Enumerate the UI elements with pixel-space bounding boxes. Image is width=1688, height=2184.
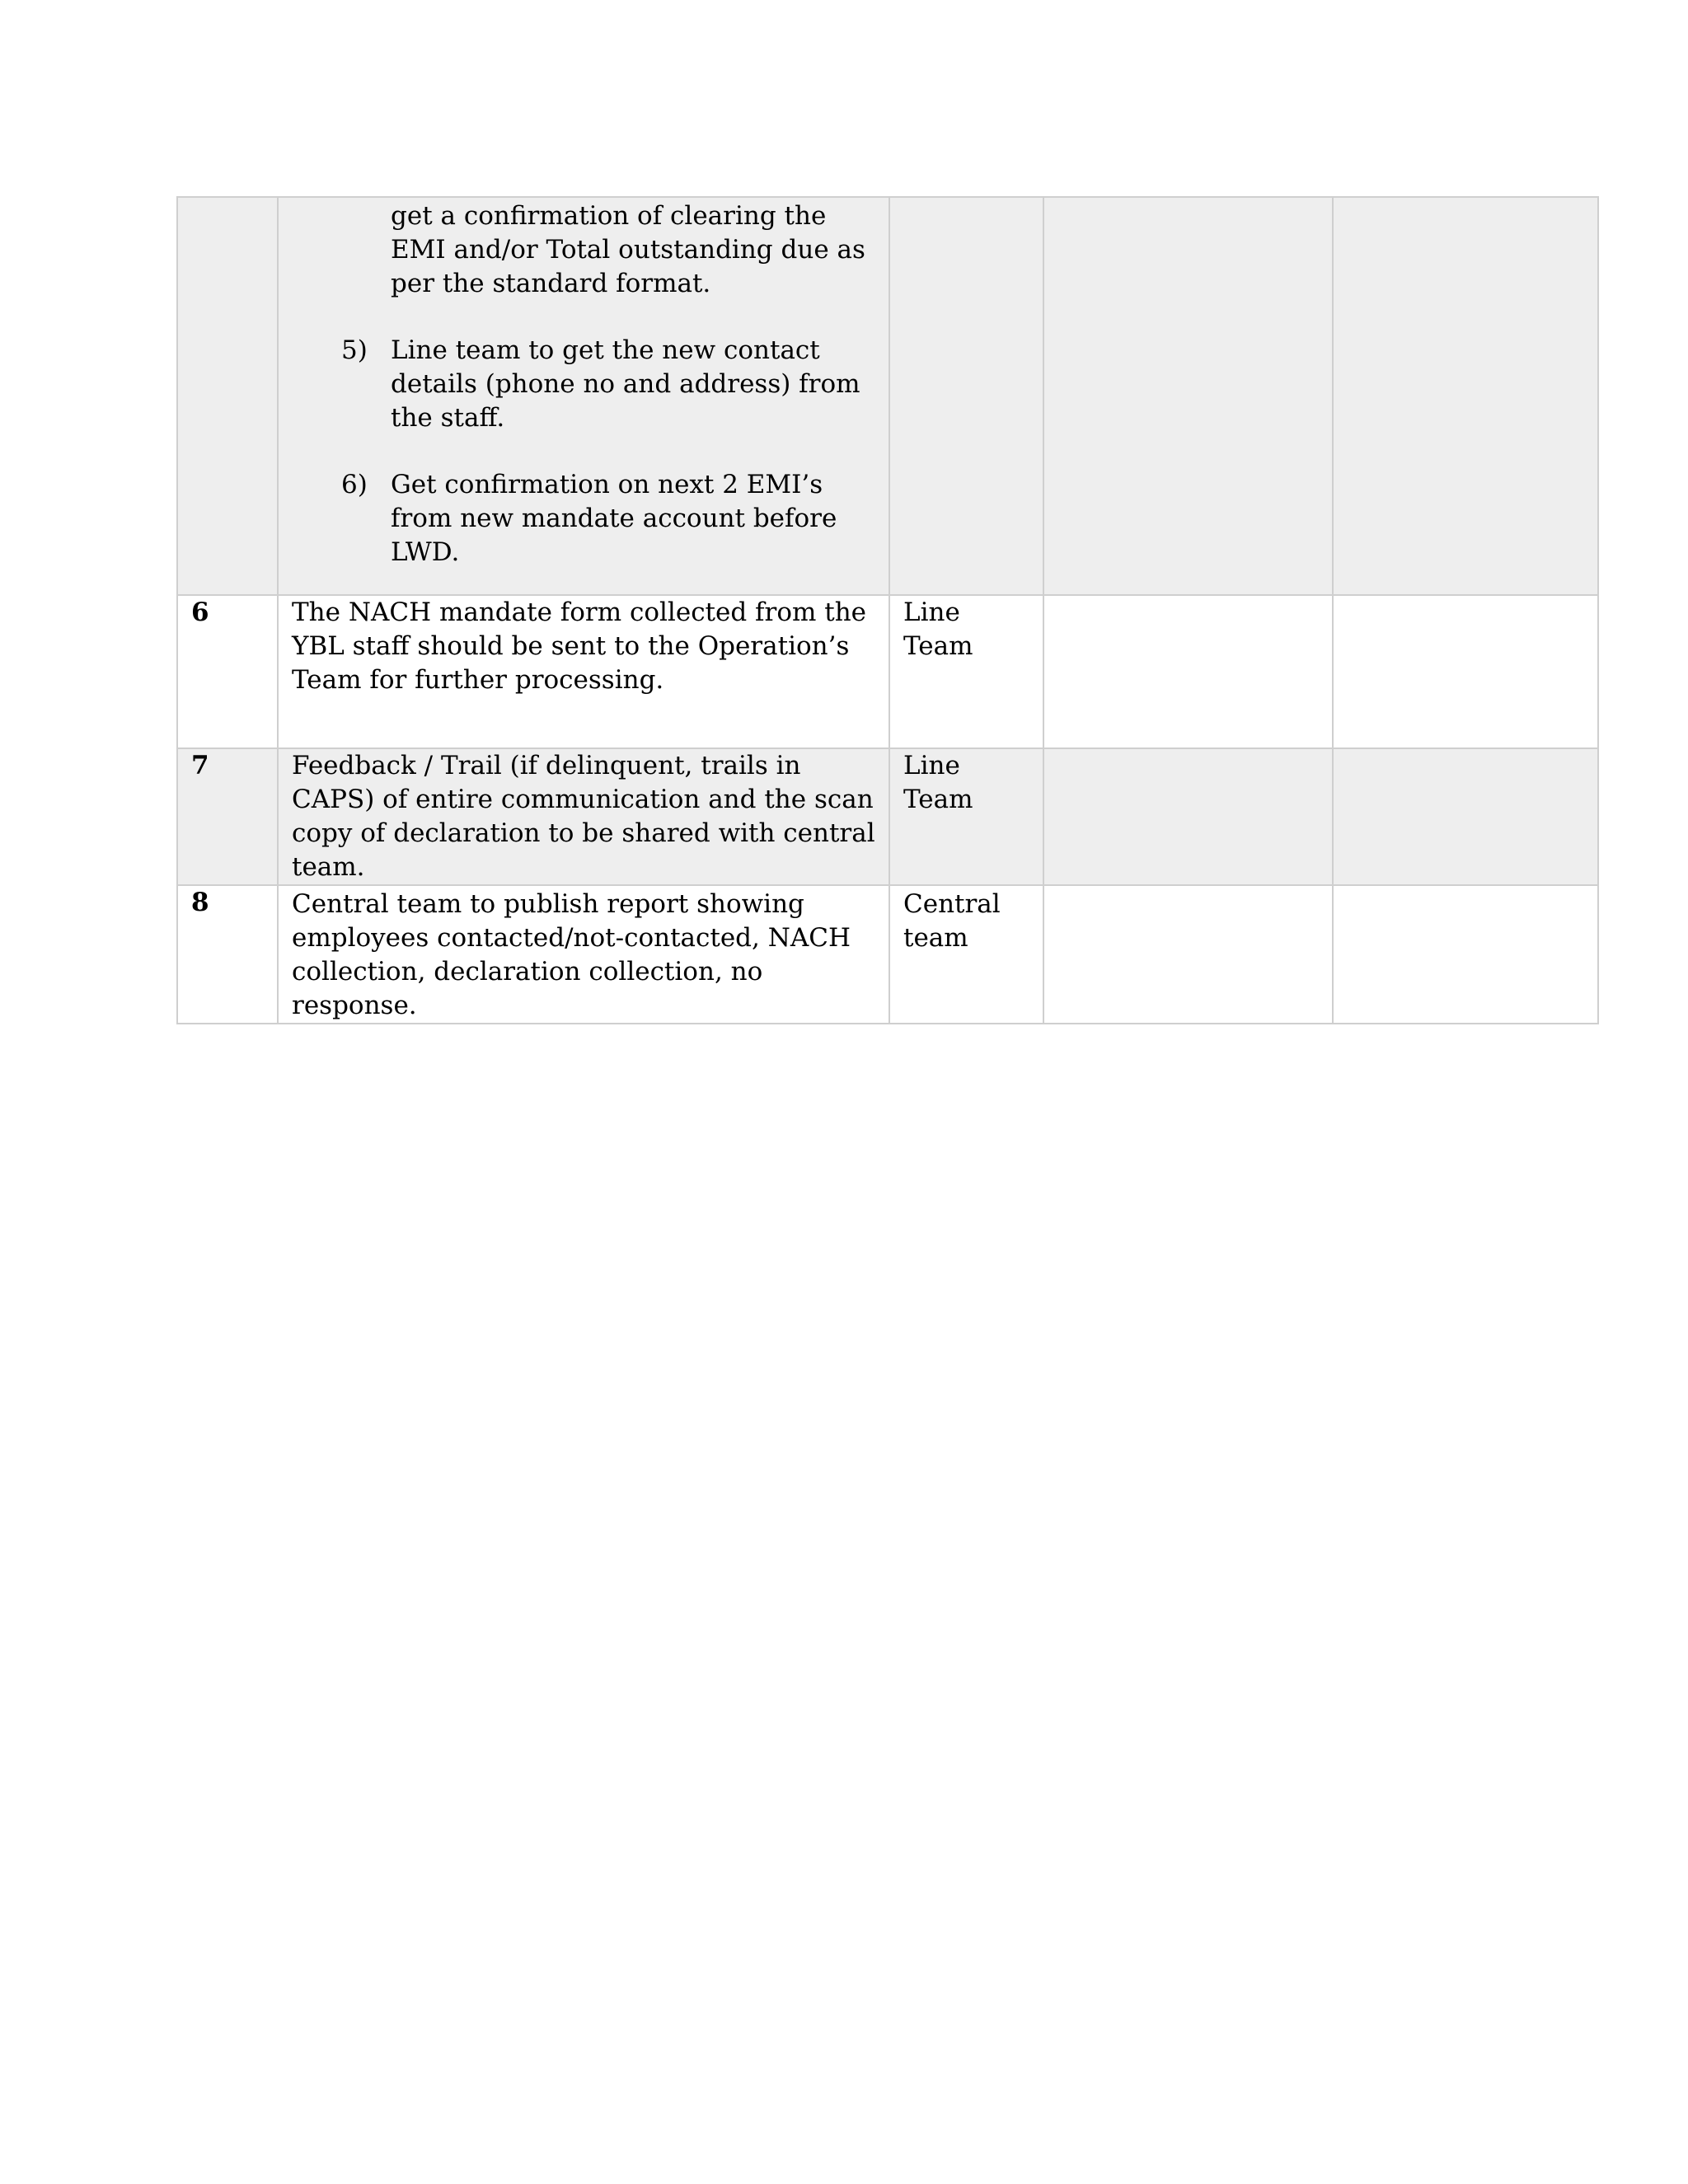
list-item (292, 468, 875, 569)
step-number-cell: 7 (177, 748, 278, 885)
empty-cell (1043, 197, 1333, 595)
table-row (177, 748, 1598, 885)
step-description-cell: Feedback / Trail (if delinquent, trails in CAPS) of entire communication and the scan copy of declaration to be shared with central team. (278, 748, 889, 885)
step-number-cell: 8 (177, 885, 278, 1024)
empty-cell (1333, 885, 1598, 1024)
empty-cell (1043, 748, 1333, 885)
table-row (177, 197, 1598, 595)
step-number-cell (177, 197, 278, 595)
step-description-cell: Central team to publish report showing employees contacted/not-contacted, NACH collection, declaration collection, no response. (278, 885, 889, 1024)
empty-cell (1333, 595, 1598, 748)
owner-cell (889, 197, 1043, 595)
empty-cell (1043, 595, 1333, 748)
step-description-cell: The NACH mandate form collected from the YBL staff should be sent to the Operation’s Team for further processing. (278, 595, 889, 748)
list-marker: 5) (341, 335, 368, 365)
table-row (177, 595, 1598, 748)
step-description-cell (278, 197, 889, 595)
empty-cell (1333, 748, 1598, 885)
empty-cell (1043, 885, 1333, 1024)
list-item-text: Line team to get the new contact details (phone no and address) from the staff. (391, 335, 860, 433)
empty-cell (1333, 197, 1598, 595)
list-marker: 6) (341, 470, 368, 499)
list-item (292, 334, 875, 435)
owner-cell: Line Team (889, 748, 1043, 885)
owner-cell: Line Team (889, 595, 1043, 748)
step-number-cell: 6 (177, 595, 278, 748)
list-item-text: Get confirmation on next 2 EMI’s from new mandate account before LWD. (391, 470, 837, 567)
table-row (177, 885, 1598, 1024)
owner-cell: Central team (889, 885, 1043, 1024)
process-table (176, 196, 1599, 1024)
continued-text: get a confirmation of clearing the EMI and/or Total outstanding due as per the standard format. (391, 201, 865, 298)
